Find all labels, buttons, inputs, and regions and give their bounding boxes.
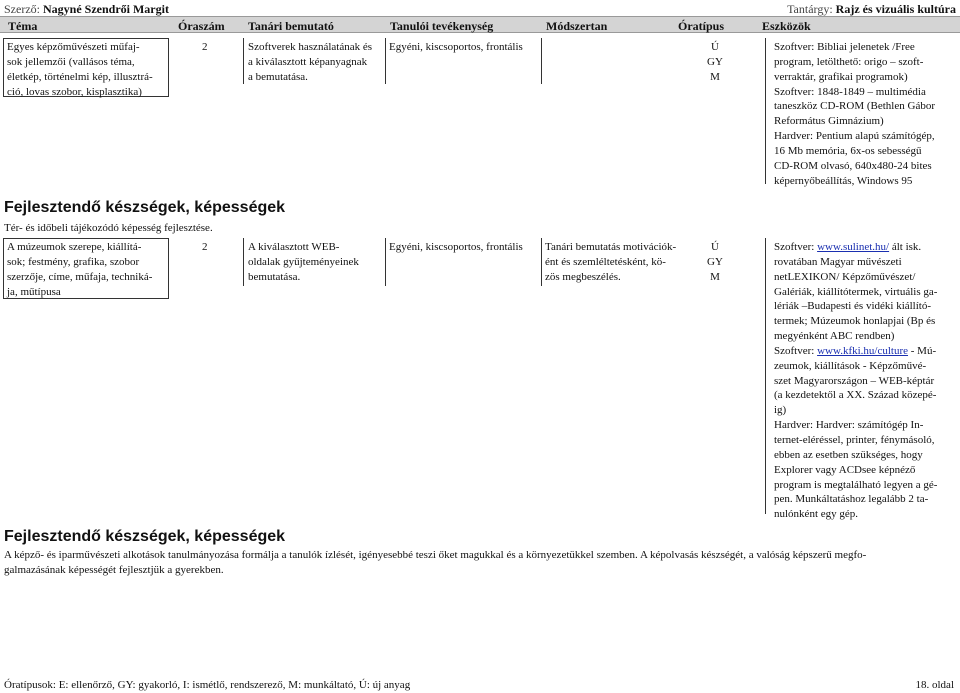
table-row-2-tema: A múzeumok szerepe, kiállítá- sok; festmény, grafika, szobor szerzője, címe, műfaja, techniká- ja, műtípusa: [7, 241, 153, 298]
table-row-2-bemutato: A kiválasztott WEB- oldalak gyűjteményeinek bemutatása.: [248, 241, 359, 283]
footer-legend: Óratípusok: E: ellenőrző, GY: gyakorló, I: ismétlő, rendszerező, M: munkáltató, Ú: új anyag: [4, 679, 411, 691]
section-1-text: Tér- és időbeli tájékozódó képesség fejlesztése.: [4, 222, 213, 234]
col-header-tanari-bemutato: Tanári bemutató: [248, 19, 334, 33]
section-2-title: Fejlesztendő készségek, képességek: [4, 528, 286, 545]
section-2-text: A képző- és iparművészeti alkotások tanulmányozása formálja a tanulók ízlését, igényesebbé teszi őket magukkal és a környezetükkel szemben. A képolvasás készségét, a valóság képszerű megfo- galmazásának képességét fejlesztjük a gyerekben.: [4, 549, 867, 576]
table-row-2-oraszam: 2: [202, 241, 208, 253]
eszkozok-text-c: - Mú- zeumok, kiállítások - Képzőművé- szet Magyarországon – WEB-képtár (a kezdetektől a XX. Század közepé- ig) Hardver: Hardver: számítógép In- ternet-eléréssel, printer, fénymásoló, ebben az esetben szükséges, hogy Explorer vagy ACDsee képnéző program is megtalálható legyen a gé- pen. Munkáltatáshoz legalább 2 ta- nulónként egy gép.: [774, 344, 938, 521]
eszkozok-text-b: ált isk. rovatában Magyar művészeti netLEXIKON/ Képzőművészet/ Galériák, kiállítótermek, virtuális ga- lériák –Budapesti és vidéki kiállító- termek; Múzeumok honlapjai (Bp és megyénként ABC rendben) Szoftver:: [774, 241, 938, 357]
table-row-2-tevekenyseg: Egyéni, kiscsoportos, frontális: [389, 241, 523, 253]
row-2-divider: [243, 238, 244, 286]
subject-label: Tantárgy:: [787, 2, 836, 16]
row-1-divider: [765, 38, 766, 184]
author-name: Nagyné Szendrői Margit: [42, 2, 169, 16]
author-line: [4, 1, 169, 17]
document-header: [4, 1, 956, 17]
table-column-headers: [0, 16, 960, 33]
col-header-tema: Téma: [8, 19, 38, 33]
table-row-1-bemutato: Szoftverek használatának és a kiválasztott képanyagnak a bemutatása.: [248, 41, 372, 83]
col-header-eszkozok: Eszközök: [762, 19, 811, 33]
table-row-1-tema: Egyes képzőművészeti műfaj- sok jellemzői (vallásos téma, életkép, történelmi kép, illusztrá- ció, lovas szobor, kisplasztika): [7, 41, 153, 98]
page-number: 18. oldal: [915, 679, 954, 691]
section-1-title: Fejlesztendő készségek, képességek: [4, 199, 286, 216]
col-header-oraszam: Óraszám: [178, 19, 225, 33]
kfki-culture-link[interactable]: www.kfki.hu/culture: [817, 344, 909, 357]
author-label: Szerző:: [4, 2, 43, 16]
table-row-1-oraszam: 2: [202, 41, 208, 53]
table-row-2-oratipus: Ú GY M: [707, 241, 723, 283]
row-1-divider: [243, 38, 244, 84]
col-header-oratipus: Óratípus: [678, 19, 725, 33]
table-row-1-tevekenyseg: Egyéni, kiscsoportos, frontális: [389, 41, 523, 53]
subject-name: Rajz és vizuális kultúra: [835, 2, 956, 16]
table-row-1-eszkozok: Szoftver: Bibliai jelenetek /Free program, letölthető: origo – szoft- verraktár, grafikai programok) Szoftver: 1848-1849 – multimédia taneszköz CD-ROM (Bethlen Gábor Református Gimnázium) Hardver: Pentium alapú számítógép, 16 Mb memória, 6x-os sebességű CD-ROM olvasó, 640x480-24 bites képernyőbeállítás, Windows 95: [774, 41, 935, 187]
subject-line: [787, 1, 956, 17]
table-row-2-modszertan: Tanári bemutatás motivációk- ént és szemléltetésként, kö- zös megbeszélés.: [545, 241, 677, 283]
col-header-modszertan: Módszertan: [546, 19, 608, 33]
col-header-tanuloi-tevekenyseg: Tanulói tevékenység: [390, 19, 494, 33]
eszkozok-text-a: Szoftver:: [774, 241, 818, 253]
table-row-2-eszkozok: [772, 240, 958, 522]
table-row-1-oratipus: Ú GY M: [707, 41, 723, 83]
sulinet-link[interactable]: www.sulinet.hu/: [817, 241, 890, 253]
row-2-divider: [765, 238, 766, 514]
